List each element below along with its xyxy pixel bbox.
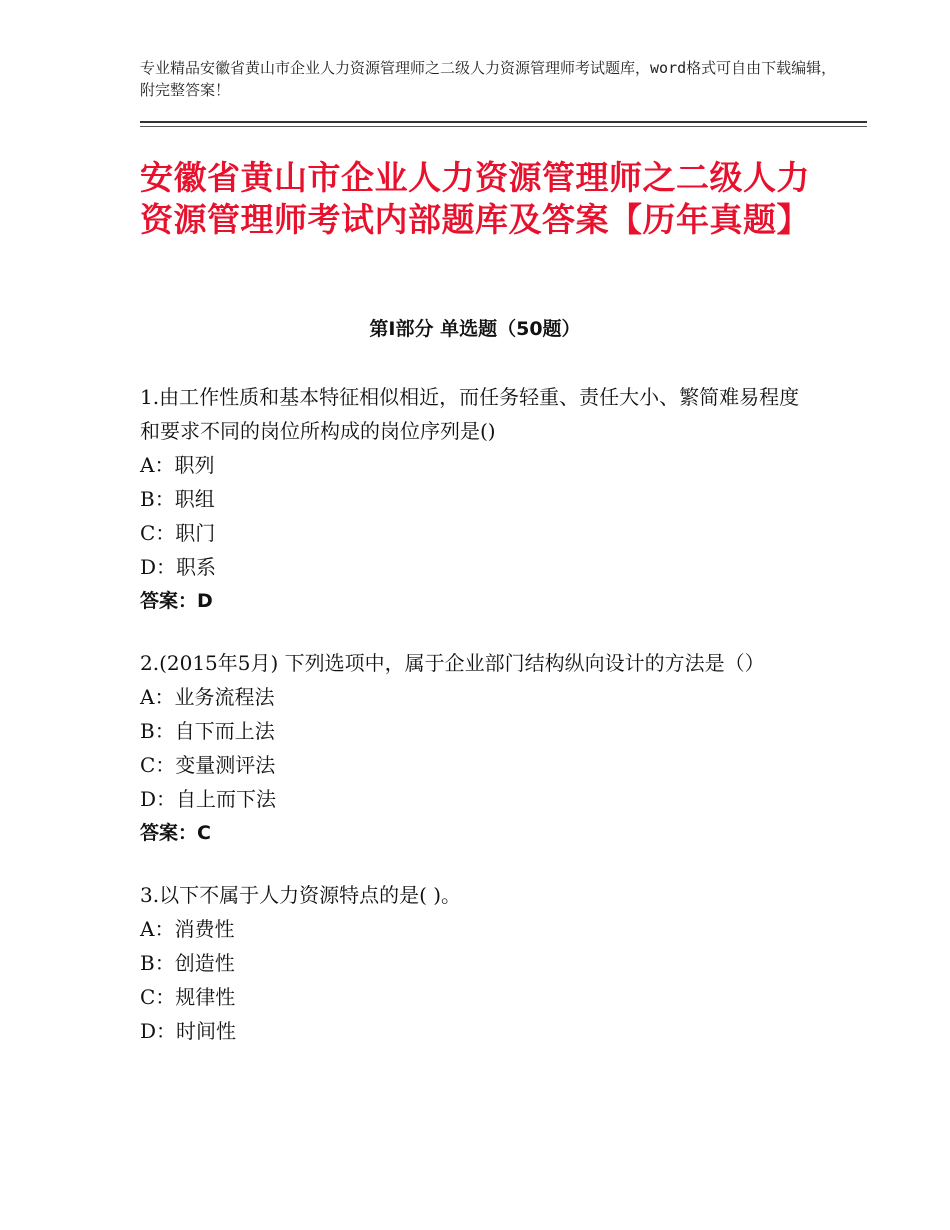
answer-label: 答案： [140, 590, 198, 612]
option-a: A：职列 [140, 453, 215, 477]
option-d: D：时间性 [140, 1019, 237, 1043]
option-d: D：自上而下法 [140, 787, 277, 811]
question-stem: 2.(2015年5月) 下列选项中，属于企业部门结构纵向设计的方法是（） [140, 651, 765, 675]
document-title: 安徽省黄山市企业人力资源管理师之二级人力资源管理师考试内部题库及答案【历年真题】 [140, 158, 810, 239]
option-a: A：消费性 [140, 917, 235, 941]
question-stem: 1.由工作性质和基本特征相似相近，而任务轻重、责任大小、繁简难易程度和要求不同的岗位所构成的岗位序列是() [140, 385, 800, 443]
header-divider-thick [140, 121, 867, 123]
header-note: 专业精品安徽省黄山市企业人力资源管理师之二级人力资源管理师考试题库，word格式可自由下载编辑，附完整答案！ [140, 59, 837, 99]
header-divider-thin [140, 126, 867, 127]
section-title: 第Ⅰ部分 单选题（50题） [369, 318, 581, 340]
question-list [140, 380, 815, 1076]
question-1 [140, 380, 815, 618]
question-stem: 3.以下不属于人力资源特点的是( )。 [140, 883, 462, 907]
option-c: C：职门 [140, 521, 216, 545]
answer-value: C [197, 822, 211, 844]
option-c: C：规律性 [140, 985, 236, 1009]
question-2 [140, 646, 815, 850]
option-d: D：职系 [140, 555, 217, 579]
option-b: B：职组 [140, 487, 215, 511]
option-c: C：变量测评法 [140, 753, 276, 777]
answer-label: 答案： [140, 822, 198, 844]
question-3 [140, 878, 815, 1048]
option-a: A：业务流程法 [140, 685, 275, 709]
answer-line [140, 584, 815, 618]
answer-value: D [197, 590, 213, 612]
option-b: B：自下而上法 [140, 719, 275, 743]
answer-line [140, 816, 815, 850]
option-b: B：创造性 [140, 951, 235, 975]
